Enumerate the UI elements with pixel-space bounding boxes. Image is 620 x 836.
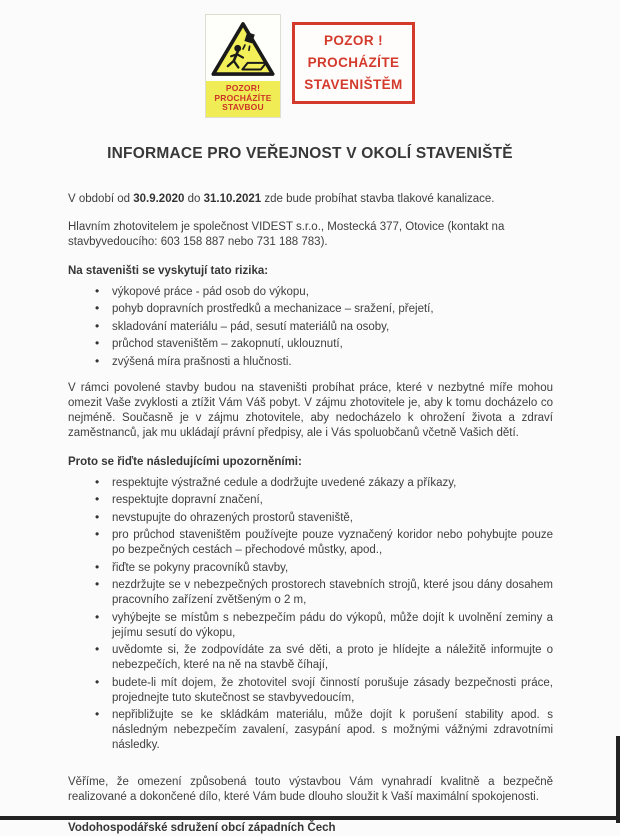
- period-suffix: zde bude probíhat stavba tlakové kanalizace.: [261, 193, 494, 205]
- warnings-list: [68, 476, 553, 754]
- scan-edge-line-right: [616, 736, 620, 823]
- risk-item: • skladování materiálu – pád, sesutí materiálů na osoby,: [68, 320, 553, 335]
- warning-item: • budete-li mít dojem, že zhotovitel svojí činností porušuje zásady bezpečnosti práce, projednejte tuto skutečnost se stavbyvedoucím,: [68, 676, 553, 706]
- signature-line: Vodohospodářské sdružení obcí západních Čech: [68, 821, 553, 836]
- warning-item: • pro průchod staveništěm používejte pouze vyznačený koridor nebo pohybujte pouze po bezpečných cestách – přechodové můstky, apod.,: [68, 528, 553, 558]
- risks-heading: Na staveništi se vyskytují tato rizika:: [68, 264, 553, 279]
- warning-item: • respektujte dopravní značení,: [68, 493, 553, 508]
- warnings-heading: Proto se řiďte následujícími upozorněními:: [68, 455, 553, 470]
- warning-triangle-wrap: [206, 15, 280, 81]
- paragraph-middle: V rámci povolené stavby budou na staveništi probíhat práce, které v nezbytné míře mohou omezit Vaše zvyklosti a ztížit Vám Váš pobyt. V zájmu zhotovitele je, aby k tomu docházelo co nejméně. Současně je v zájmu zhotovitele, aby nedocházelo k ohrožení života a zdraví zaměstnanců, jak mu ukládají právní předpisy, ale i Vás spoluobčanů včetně Vašich dětí.: [68, 381, 553, 441]
- falling-object-warning-icon: [210, 18, 276, 80]
- paragraph-closing: Věříme, že omezení způsobená touto výstavbou Vám vynahradí kvalitně a bezpečně realizované a dokončené dílo, které Vám bude dlouho sloužit k Vaší maximální spokojenosti.: [68, 775, 553, 805]
- triangle-sign-label-line3: STAVBOU: [207, 103, 279, 113]
- triangle-sign-label-line1: POZOR!: [207, 84, 279, 94]
- warning-item: • řiďte se pokyny pracovníků stavby,: [68, 561, 553, 576]
- red-box-line2: PROCHÁZÍTE: [308, 56, 400, 70]
- warning-item: • nezdržujte se v nebezpečných prostorech stavebních strojů, které jsou dány dosahem pracovního zařízení zvětšeným o 2 m,: [68, 578, 553, 608]
- risk-item: • průchod staveništěm – zakopnutí, uklouznutí,: [68, 337, 553, 352]
- scan-edge-line-bottom: [0, 816, 620, 820]
- header-signs: [0, 0, 620, 118]
- warning-item: • nepřibližujte se ke skládkám materiálu, může dojít k porušení stability apod. s následným nebezpečím zavalení, zasypání apod. s možnými vážnými zdravotními následky.: [68, 708, 553, 753]
- risk-item: • zvýšená míra prašnosti a hlučnosti.: [68, 355, 553, 370]
- page-title: INFORMACE PRO VEŘEJNOST V OKOLÍ STAVENIŠTĚ: [0, 145, 620, 163]
- warning-item: • nevstupujte do ohrazených prostorů staveniště,: [68, 511, 553, 526]
- risks-list: [68, 285, 553, 370]
- document-body: [68, 192, 553, 836]
- period-mid: do: [184, 193, 203, 205]
- risk-item: • výkopové práce - pád osob do výkopu,: [68, 285, 553, 300]
- triangle-sign-label-line2: PROCHÁZÍTE: [207, 94, 279, 104]
- red-warning-box: [292, 22, 415, 104]
- paragraph-contractor: Hlavním zhotovitelem je společnost VIDEST s.r.o., Mostecká 377, Otovice (kontakt na stavbyvedoucího: 603 158 887 nebo 731 188 783).: [68, 220, 553, 250]
- warning-item: • respektujte výstražné cedule a dodržujte uvedené zákazy a příkazy,: [68, 476, 553, 491]
- red-box-line1: POZOR !: [324, 34, 383, 48]
- date-from: 30.9.2020: [133, 193, 184, 205]
- triangle-sign-label: [206, 81, 280, 117]
- warning-item: • uvědomte si, že zodpovídáte za své děti, a proto je hlídejte a náležitě informujte o nebezpečích, které na ně na stavbě číhají,: [68, 643, 553, 673]
- risk-item: • pohyb dopravních prostředků a mechanizace – sražení, přejetí,: [68, 302, 553, 317]
- red-box-line3: STAVENIŠTĚM: [304, 78, 402, 92]
- date-to: 31.10.2021: [204, 193, 262, 205]
- paragraph-period: [68, 192, 553, 207]
- warning-item: • vyhýbejte se místům s nebezpečím pádu do výkopů, může dojít k uvolnění zeminy a jejímu sesutí do výkopu,: [68, 611, 553, 641]
- period-prefix: V období od: [68, 193, 133, 205]
- construction-warning-sign: [205, 14, 281, 118]
